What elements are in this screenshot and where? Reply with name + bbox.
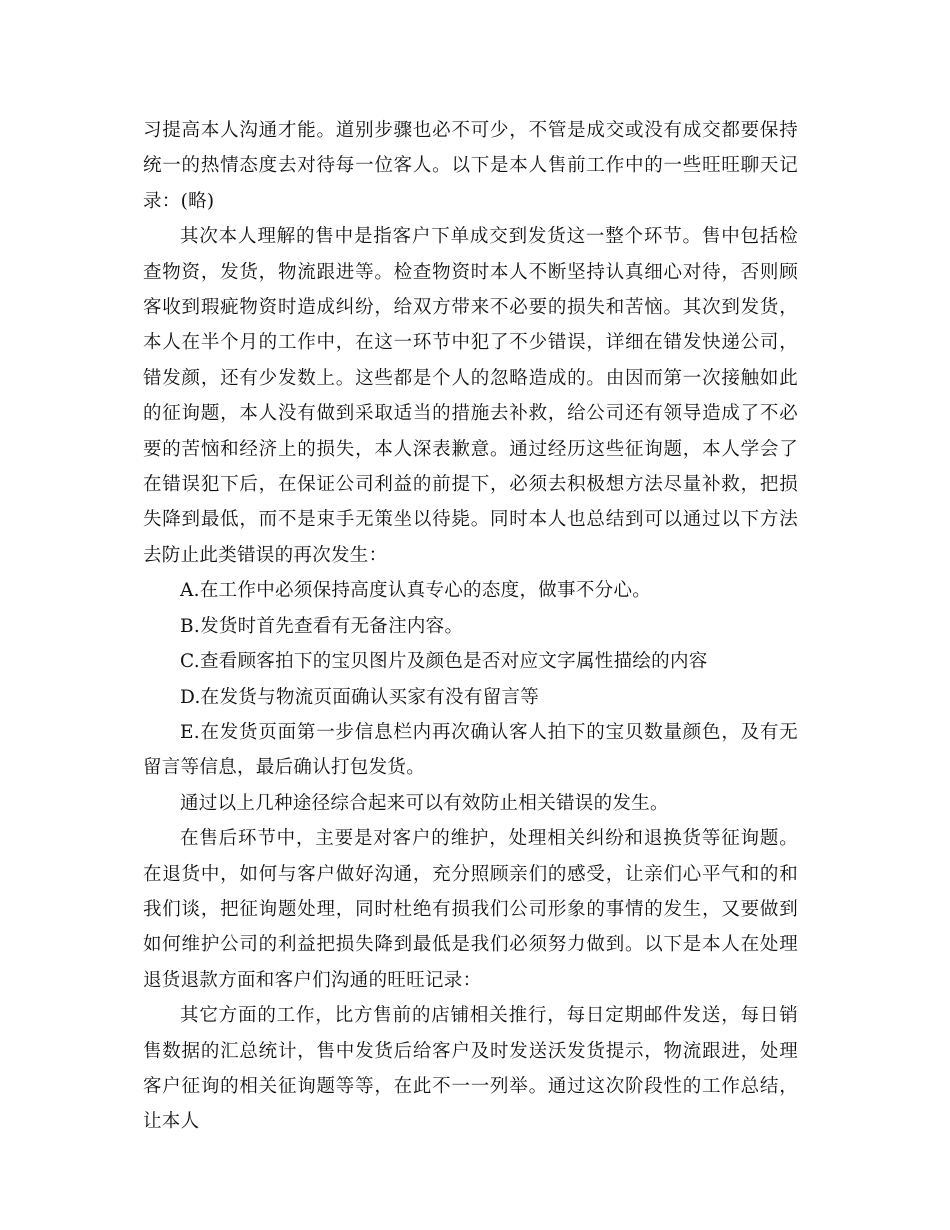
paragraph-after-sale: 在售后环节中，主要是对客户的维护，处理相关纠纷和退换货等征询题。在退货中，如何与客户做好沟通，充分照顾亲们的感受，让亲们心平气和的和我们谈，把征询题处理，同时杜绝有损我们公司形象的事情的发生，又要做到如何维护公司的利益把损失降到最低是我们必须努力做到。以下是本人在处理退货退款方面和客户们沟通的旺旺记录： <box>143 828 798 991</box>
paragraph-other-work: 其它方面的工作，比方售前的店铺相关推行，每日定期邮件发送，每日销售数据的汇总统计，售中发货后给客户及时发送沃发货提示，物流跟进，处理客户征询的相关征询题等等，在此不一一列举。通过这次阶段性的工作总结，让本人 <box>143 1005 798 1133</box>
list-item-b: B.发货时首先查看有无备注内容。 <box>180 615 464 637</box>
list-item-d: D.在发货与物流页面确认买家有没有留言等 <box>180 686 540 708</box>
list-item-a: A.在工作中必须保持高度认真专心的态度，做事不分心。 <box>180 580 652 602</box>
list-item-c: C.查看顾客拍下的宝贝图片及颜色是否对应文字属性描绘的内容 <box>180 651 708 673</box>
paragraph-summary: 通过以上几种途径综合起来可以有效防止相关错误的发生。 <box>180 792 669 814</box>
paragraph-in-sale: 其次本人理解的售中是指客户下单成交到发货这一整个环节。售中包括检查物资，发货，物流跟进等。检查物资时本人不断坚持认真细心对待，否则顾客收到瑕疵物资时造成纠纷，给双方带来不必要的损失和苦恼。其次到发货，本人在半个月的工作中，在这一环节中犯了不少错误，详细在错发快递公司，错发颜，还有少发数上。这些都是个人的忽略造成的。由因而第一次接触如此的征询题，本人没有做到采取适当的措施去补救，给公司还有领导造成了不必要的苦恼和经济上的损失，本人深表歉意。通过经历这些征询题，本人学会了在错误犯下后，在保证公司利益的前提下，必须去积极想方法尽量补救，把损失降到最低，而不是束手无策坐以待毙。同时本人也总结到可以通过以下方法去防止此类错误的再次发生： <box>143 226 798 566</box>
list-item-e: E.在发货页面第一步信息栏内再次确认客人拍下的宝贝数量颜色，及有无留言等信息，最后确认打包发货。 <box>143 721 798 779</box>
paragraph-continuation: 习提高本人沟通才能。道别步骤也必不可少，不管是成交或没有成交都要保持统一的热情态度去对待每一位客人。以下是本人售前工作中的一些旺旺聊天记录：(略) <box>143 120 798 212</box>
